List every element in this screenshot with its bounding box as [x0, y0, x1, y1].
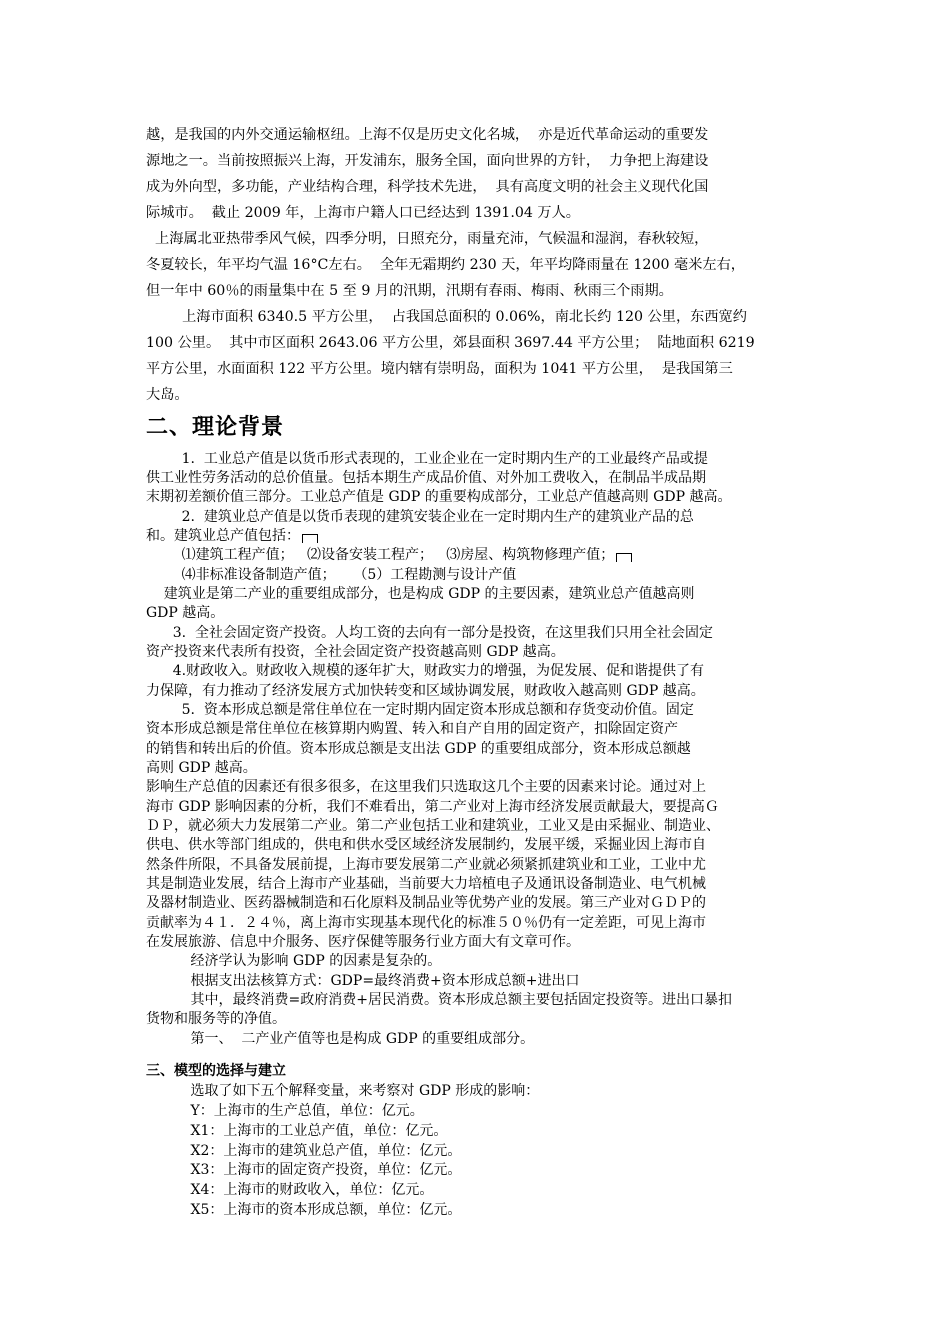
- body-text: 和。建筑业总产值包括：: [146, 528, 300, 544]
- body-line: 其是制造业发展，结合上海市产业基础，当前要大力培植电子及通讯设备制造业、电气机械: [146, 876, 706, 892]
- body-line: 经济学认为影响 GDP 的因素是复杂的。: [146, 953, 442, 969]
- body-line: 建筑业是第二产业的重要组成部分，也是构成 GDP 的主要因素，建筑业总产值越高则: [146, 586, 695, 602]
- section-heading: 二、理论背景: [146, 415, 285, 440]
- intro-line: 100 公里。 其中市区面积 2643.06 平方公里，郊县面积 3697.44 平方公里； 陆地面积 6219: [146, 335, 755, 351]
- body-line: [146, 546, 632, 564]
- variable-item: X1：上海市的工业总产值，单位：亿元。: [146, 1123, 448, 1139]
- body-line: 高则 GDP 越高。: [146, 760, 257, 776]
- variable-item: Y：上海市的生产总值，单位：亿元。: [146, 1103, 424, 1119]
- intro-line: 上海市面积 6340.5 平方公里， 占我国总面积的 0.06%，南北长约 120 公里，东西宽约: [146, 309, 747, 325]
- variable-item: X3：上海市的固定资产投资，单位：亿元。: [146, 1162, 462, 1178]
- body-line: 影响生产总值的因素还有很多很多，在这里我们只选取这几个主要的因素来讨论。通过对上: [146, 779, 706, 795]
- intro-line: 越，是我国的内外交通运输枢纽。上海不仅是历史文化名城， 亦是近代革命运动的重要发: [146, 127, 709, 143]
- intro-line: 成为外向型，多功能，产业结构合理，科学技术先进， 具有高度文明的社会主义现代化国: [146, 179, 709, 195]
- section-heading: 三、模型的选择与建立: [146, 1063, 286, 1079]
- body-line: [146, 527, 318, 545]
- body-line: 及器材制造业、医药器械制造和石化原料及制品业等优势产业的发展。第三产业对ＧＤＰ的: [146, 895, 706, 911]
- body-line: 其中，最终消费=政府消费+居民消费。资本形成总额主要包括固定投资等。进出口暴扣: [146, 992, 732, 1008]
- body-line: 1. 工业总产值是以货币形式表现的，工业企业在一定时期内生产的工业最终产品或提: [146, 451, 708, 467]
- variable-item: X5：上海市的资本形成总额，单位：亿元。: [146, 1202, 462, 1218]
- body-line: 3. 全社会固定资产投资。人均工资的去向有一部分是投资，在这里我们只用全社会固定: [146, 625, 713, 641]
- body-line: 第一、 二产业产值等也是构成 GDP 的重要组成部分。: [146, 1031, 535, 1047]
- body-line: 供工业性劳务活动的总价值量。包括本期生产成品价值、对外加工费收入，在制品半成品期: [146, 470, 706, 486]
- body-line: 货物和服务等的净值。: [146, 1011, 286, 1027]
- intro-line: 际城市。 截止 2009 年，上海市户籍人口已经达到 1391.04 万人。: [146, 205, 580, 221]
- body-line: 选取了如下五个解释变量，来考察对 GDP 形成的影响：: [146, 1083, 540, 1099]
- bracket-mark-icon: [302, 534, 318, 543]
- body-text: ⑴建筑工程产值； ⑵设备安装工程产； ⑶房屋、构筑物修理产值；: [146, 547, 615, 563]
- body-line: 力保障，有力推动了经济发展方式加快转变和区域协调发展，财政收入越高则 GDP 越高。: [146, 683, 705, 699]
- intro-line: 平方公里，水面面积 122 平方公里。境内辖有崇明岛，面积为 1041 平方公里， 是我国第三: [146, 361, 733, 377]
- body-line: ⑷非标准设备制造产值； （5）工程勘测与设计产值: [146, 567, 517, 583]
- body-line: 2. 建筑业总产值是以货币表现的建筑安装企业在一定时期内生产的建筑业产品的总: [146, 509, 694, 525]
- body-line: ＤＰ，就必须大力发展第二产业。第二产业包括工业和建筑业，工业又是由采掘业、制造业、: [146, 818, 720, 834]
- body-line: 资本形成总额是常住单位在核算期内购置、转入和自产自用的固定资产，扣除固定资产: [146, 721, 678, 737]
- body-line: 4.财政收入。财政收入规模的逐年扩大，财政实力的增强，为促发展、促和谐提供了有: [146, 663, 705, 679]
- variable-item: X2：上海市的建筑业总产值，单位：亿元。: [146, 1143, 462, 1159]
- body-line: 供电、供水等部门组成的，供电和供水受区域经济发展制约，发展平缓，采掘业因上海市自: [146, 837, 706, 853]
- body-line: 5. 资本形成总额是常住单位在一定时期内固定资本形成总额和存货变动价值。固定: [146, 702, 694, 718]
- body-line: 资产投资来代表所有投资，全社会固定资产投资越高则 GDP 越高。: [146, 644, 565, 660]
- variable-item: X4：上海市的财政收入，单位：亿元。: [146, 1182, 434, 1198]
- body-line: 末期初差额价值三部分。工业总产值是 GDP 的重要构成部分，工业总产值越高则 GDP 越高。: [146, 489, 732, 505]
- intro-line: 但一年中 60％的雨量集中在 5 至 9 月的汛期，汛期有春雨、梅雨、秋雨三个雨期。: [146, 283, 673, 299]
- body-line: 的销售和转出后的价值。资本形成总额是支出法 GDP 的重要组成部分，资本形成总额越: [146, 741, 691, 757]
- bracket-mark-icon: [616, 553, 632, 562]
- body-line: 然条件所限，不具备发展前提，上海市要发展第二产业就必须紧抓建筑业和工业，工业中尤: [146, 857, 706, 873]
- body-line: 在发展旅游、信息中介服务、医疗保健等服务行业方面大有文章可作。: [146, 934, 580, 950]
- body-line: 贡献率为４１．２４％，离上海市实现基本现代化的标准５０％仍有一定差距，可见上海市: [146, 915, 706, 931]
- intro-line: 大岛。: [146, 387, 189, 403]
- body-line: 海市 GDP 影响因素的分析，我们不难看出，第二产业对上海市经济发展贡献最大，要提高Ｇ: [146, 799, 719, 815]
- intro-line: 上海属北亚热带季风气候，四季分明，日照充分，雨量充沛，气候温和湿润，春秋较短，: [146, 231, 709, 247]
- body-line: 根据支出法核算方式：GDP=最终消费+资本形成总额+进出口: [146, 973, 580, 989]
- intro-line: 冬夏较长，年平均气温 16°C左右。 全年无霜期约 230 天，年平均降雨量在 1200 毫米左右，: [146, 257, 745, 273]
- intro-line: 源地之一。当前按照振兴上海，开发浦东，服务全国，面向世界的方针， 力争把上海建设: [146, 153, 709, 169]
- body-line: GDP 越高。: [146, 605, 225, 621]
